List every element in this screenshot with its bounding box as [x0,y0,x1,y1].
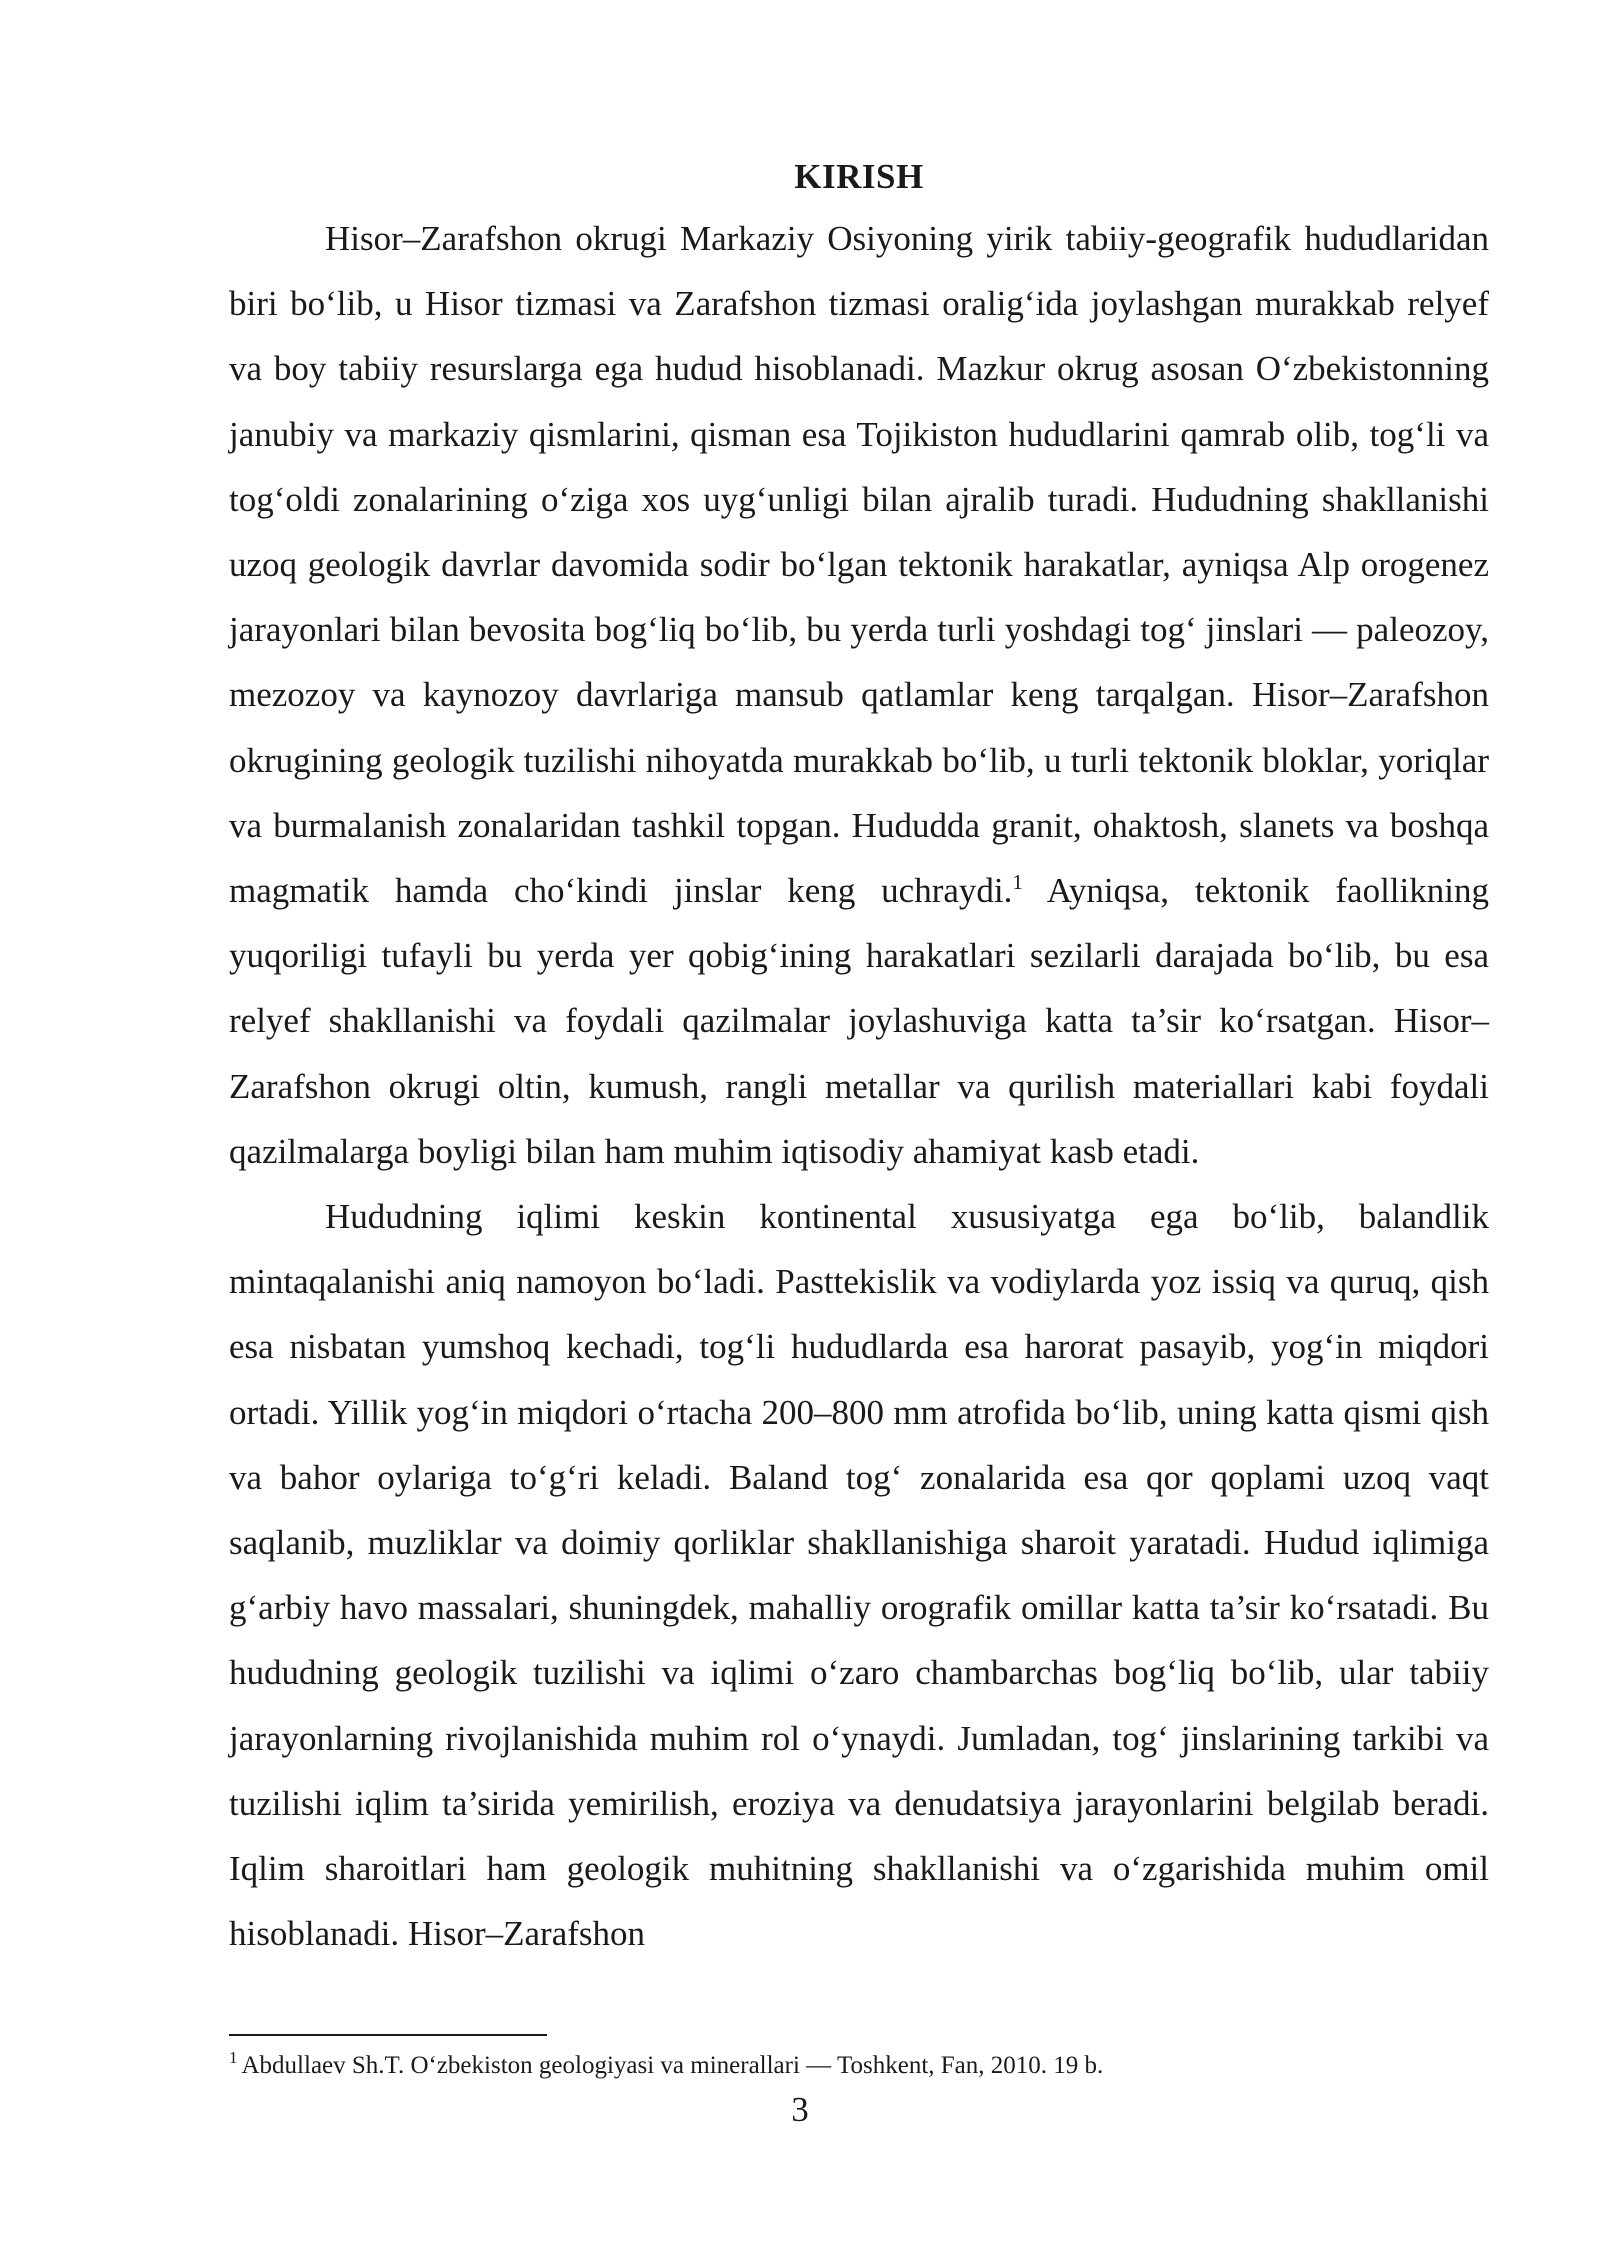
paragraph-2: Hududning iqlimi keskin kontinental xususiyatga ega bo‘lib, balandlik mintaqalanishi aniq namoyon bo‘ladi. Pasttekislik va vodiylarda yoz issiq va quruq, qish esa nisbatan yumshoq kechadi, tog‘li hududlarda esa harorat pasayib, yog‘in miqdori ortadi. Yillik yog‘in miqdori o‘rtacha 200–800 mm atrofida bo‘lib, uning katta qismi qish va bahor oylariga to‘g‘ri keladi. Baland tog‘ zonalarida esa qor qoplami uzoq vaqt saqlanib, muzliklar va doimiy qorliklar shakllanishiga sharoit yaratadi. Hudud iqlimiga g‘arbiy havo massalari, shuningdek, mahalliy orografik omillar katta ta’sir ko‘rsatadi. Bu hududning geologik tuzilishi va iqlimi o‘zaro chambarchas bog‘liq bo‘lib, ular tabiiy jarayonlarning rivojlanishida muhim rol o‘ynaydi. Jumladan, tog‘ jinslarining tarkibi va tuzilishi iqlim ta’sirida yemirilish, eroziya va denudatsiya jarayonlarini belgilab beradi. Iqlim sharoitlari ham geologik muhitning shakllanishi va o‘zgarishida muhim omil hisoblanadi. Hisor–Zarafshon [229,1197,1489,1954]
footnote-number: 1 [229,2048,238,2067]
paragraph-1-text: Hisor–Zarafshon okrugi Markaziy Osiyoning yirik tabiiy-geografik hududlaridan biri bo‘lib, u Hisor tizmasi va Zarafshon tizmasi oralig‘ida joylashgan murakkab relyef va boy tabiiy resurslarga ega hudud hisoblanadi. Mazkur okrug asosan O‘zbekistonning janubiy va markaziy qismlarini, qisman esa Tojikiston hududlarini qamrab olib, tog‘li va tog‘oldi zonalarining o‘ziga xos uyg‘unligi bilan ajralib turadi. Hududning shakllanishi uzoq geologik davrlar davomida sodir bo‘lgan tektonik harakatlar, ayniqsa Alp orogenez jarayonlari bilan bevosita bog‘liq bo‘lib, bu yerda turli yoshdagi tog‘ jinslari — paleozoy, mezozoy va kaynozoy davrlariga mansub qatlamlar keng tarqalgan. Hisor–Zarafshon okrugining geologik tuzilishi nihoyatda murakkab bo‘lib, u turli tektonik bloklar, yoriqlar va burmalanish zonalaridan tashkil topgan. Hududda granit, ohaktosh, slanets va boshqa magmatik hamda cho‘kindi jinslar keng uchraydi. [229,219,1489,911]
paragraph-1-continuation: Ayniqsa, tektonik faollikning yuqoriligi tufayli bu yerda yer qobig‘ining harakatlari sezilarli darajada bo‘lib, bu esa relyef shakllanishi va foydali qazilmalar joylashuviga katta ta’sir ko‘rsatgan. Hisor–Zarafshon okrugi oltin, kumush, rangli metallar va qurilish materiallari kabi foydali qazilmalarga boyligi bilan ham muhim iqtisodiy ahamiyat kasb etadi. [229,871,1489,1171]
page-body [229,148,1489,1966]
footnote-text: Abdullaev Sh.T. O‘zbekiston geologiyasi va minerallari — Toshkent, Fan, 2010. 19 b. [241,2052,1104,2079]
paragraph-1 [229,206,1489,1184]
section-title: KIRISH [794,157,924,196]
footnote-separator [229,2034,547,2036]
footnote-reference[interactable]: 1 [1012,870,1023,895]
page-number: 3 [791,2090,809,2129]
footnote [229,2046,1489,2086]
